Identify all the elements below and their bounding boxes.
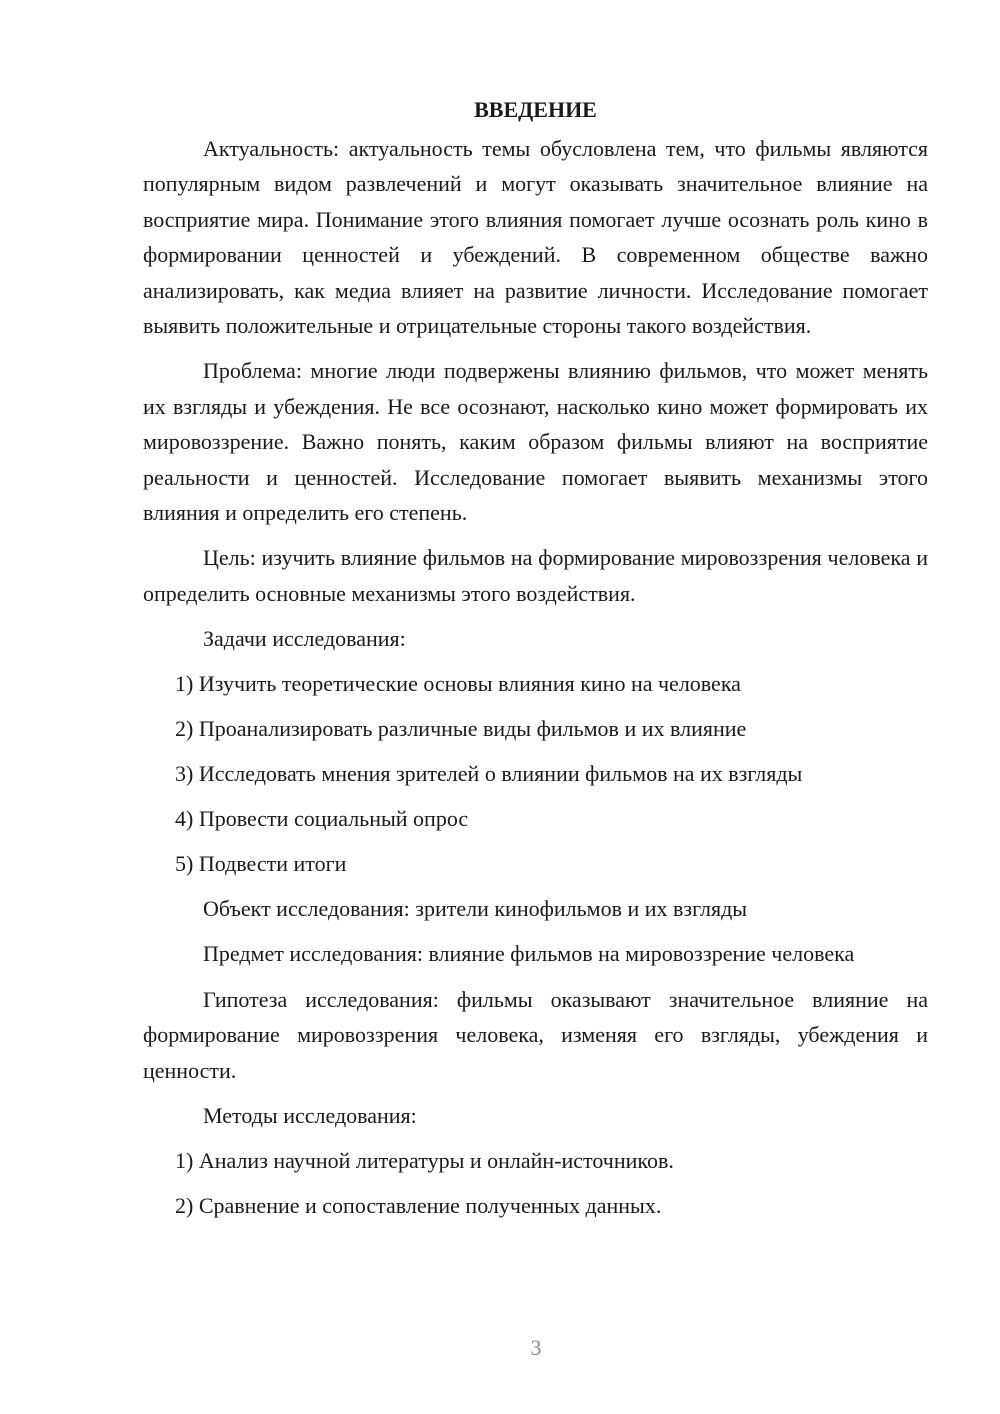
section-title: ВВЕДЕНИЕ (474, 97, 597, 122)
hypothesis-paragraph: Гипотеза исследования: фильмы оказывают значительное влияние на формирование мировоззрения человека, изменяя его взгляды, убеждения и ценности. (143, 986, 928, 1083)
relevance-paragraph: Актуальность: актуальность темы обусловлена тем, что фильмы являются популярным видом развлечений и могут оказывать значительное влияние на восприятие мира. Понимание этого влияния помогает лучше осознать роль кино в формировании ценностей и убеждений. В современном обществе важно анализировать, как медиа влияет на развитие личности. Исследование помогает выявить положительные и отрицательные стороны такого воздействия. (143, 136, 928, 339)
subject-paragraph: Предмет исследования: влияние фильмов на мировоззрение человека (203, 941, 855, 967)
page-number: 3 (530, 1335, 542, 1360)
task-item: 4) Провести социальный опрос (175, 806, 469, 832)
method-item: 2) Сравнение и сопоставление полученных данных. (175, 1192, 662, 1218)
problem-paragraph: Проблема: многие люди подвержены влиянию фильмов, что может менять их взгляды и убеждения. Не все осознают, насколько кино может формировать их мировоззрение. Важно понять, каким образом фильмы влияют на восприятие реальности и ценностей. Исследование помогает выявить механизмы этого влияния и определить его степень. (143, 358, 928, 526)
object-paragraph: Объект исследования: зрители кинофильмов и их взгляды (203, 896, 748, 922)
document-page (143, 92, 928, 1233)
task-item: 1) Изучить теоретические основы влияния кино на человека (175, 671, 741, 697)
goal-paragraph: Цель: изучить влияние фильмов на формирование мировоззрения человека и определить основные механизмы этого воздействия. (143, 545, 928, 606)
task-item: 3) Исследовать мнения зрителей о влиянии фильмов на их взгляды (175, 761, 803, 787)
task-item: 5) Подвести итоги (175, 851, 347, 877)
task-item: 2) Проанализировать различные виды фильмов и их влияние (175, 716, 747, 742)
methods-heading: Методы исследования: (203, 1102, 417, 1128)
tasks-heading: Задачи исследования: (203, 626, 406, 652)
tasks-list (143, 666, 928, 881)
method-item: 1) Анализ научной литературы и онлайн-источников. (175, 1147, 674, 1173)
methods-list (143, 1143, 928, 1223)
